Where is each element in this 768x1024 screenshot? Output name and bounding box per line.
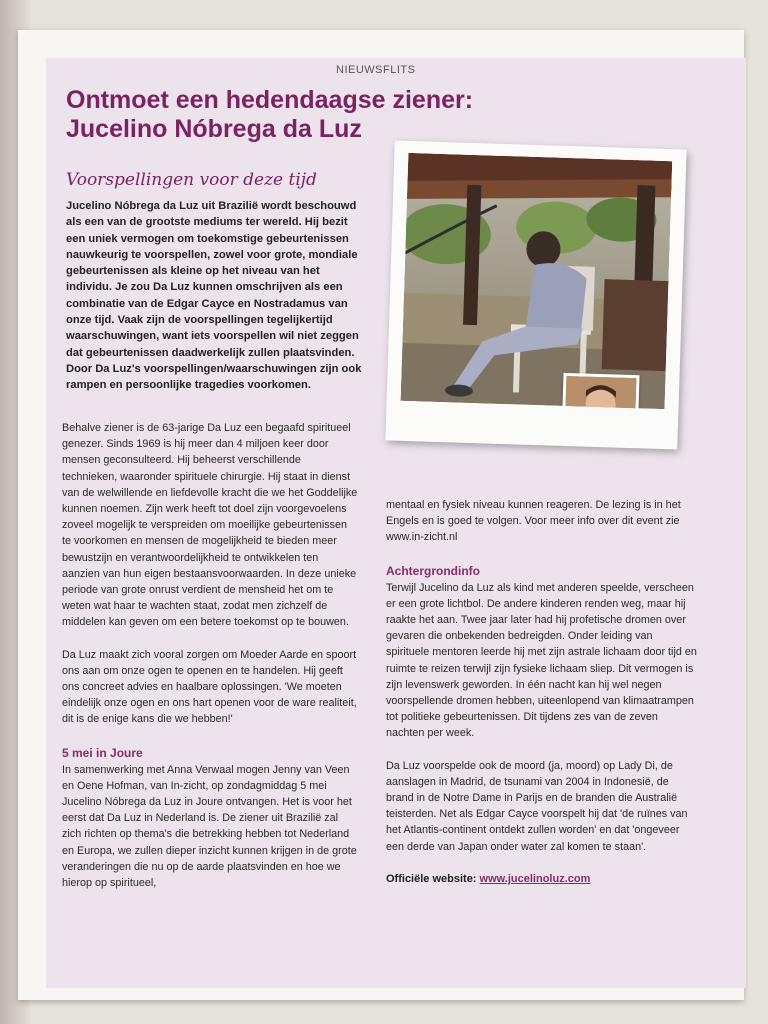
section-label: NIEUWSFLITS [336, 64, 416, 76]
article-headline [66, 86, 536, 144]
article-subtitle: Voorspellingen voor deze tijd [66, 170, 317, 190]
body-paragraph: Terwijl Jucelino da Luz als kind met anderen speelde, verscheen er een grote lichtbol. De andere kinderen renden weg, maar hij raakte het aan. Twee jaar later had hij profetische dromen over gevaren die onbekenden bedreigden. Onder leiding van spirituele mentoren leerde hij met zijn astrale lichaam door tijd en ruimte te reizen terwijl zijn fysieke lichaam sliep. Dit vermogen is zijn levenswerk geworden. In één nacht kan hij wel negen voorspellende dromen hebben, uiteenlopend van klimaatrampen tot politieke gebeurtenissen. Dit tijdens zes van de zeven nachten per week. [386, 581, 697, 740]
subheading-joure: 5 mei in Joure [62, 745, 143, 760]
official-website-line [386, 871, 698, 887]
website-label: Officiële website: [386, 872, 477, 885]
subheading-background: Achtergrondinfo [386, 563, 480, 578]
left-column [62, 420, 358, 907]
body-paragraph: Behalve ziener is de 63-jarige Da Luz een begaafd spiritueel genezer. Sinds 1969 is hij meer dan 4 miljoen keer door mensen geconsulteerd. Hij beheerst verschillende technieken, waaronder spirituele chirurgie. Hij staat in dienst van de welwillende en liefdevolle kracht die we het Goddelijke kunnen noemen. Zijn werk heeft tot doel zijn voorgevoelens zoveel mogelijk te verspreiden om moeilijke gebeurtenissen te voorkomen en mensen de mogelijkheid te bieden meer bewustzijn en verantwoordelijkheid te ontwikkelen ten aanzien van hun eigen bestaansvoorwaarden. In deze unieke periode van grote onrust verdient de mensheid het om te weten wat haar te wachten staat, zodat men zichzelf de middelen kan geven om een betere toekomst op te bouwen. [62, 422, 358, 629]
intro-paragraph: Jucelino Nóbrega da Luz uit Brazilië wordt beschouwd als een van de grootste mediums ter wereld. Hij bezit een uniek vermogen om toekomstige gebeurtenissen nauwkeurig te voorspellen, zowel voor grote, mondiale gebeurtenissen als kleine op het niveau van het individu. Je zou Da Luz kunnen omschrijven als een combinatie van de Edgar Cayce en Nostradamus van onze tijd. Vaak zijn de voorspellingen tegelijkertijd waarschuwingen, want iets voorspellen wil niet zeggen dat gebeurtenissen daadwerkelijk zullen plaatsvinden. Door Da Luz's voorspellingen/waarschuwingen zijn ook rampen en persoonlijke tragedies voorkomen. [66, 200, 362, 392]
portrait-inset-photo [561, 373, 640, 409]
body-paragraph: Da Luz maakt zich vooral zorgen om Moeder Aarde en spoort ons aan om onze ogen te openen en te handelen. Hij geeft ons concreet advies en haalbare oplossingen. 'We moeten eindelijk onze ogen en ons hart openen voor de ware realiteit, dit is de enige kans die we hebben!' [62, 648, 357, 726]
headline-line-1: Ontmoet een hedendaagse ziener: [66, 86, 474, 114]
body-paragraph: In samenwerking met Anna Verwaal mogen Jenny van Veen en Oene Hofman, van In-zicht, op zondagmiddag 5 mei Jucelino Nóbrega da Luz in Joure ontvangen. Het is voor het eerst dat Da Luz in Nederland is. De ziener uit Brazilië zal zich richten op thema's die betrekking hebben tot Nederland en Europa, we zullen dieper inzicht kunnen krijgen in de grote veranderingen die nu op de aarde plaatsvinden en hoe we hierop op spiritueel, [62, 763, 357, 890]
polaroid-photo-frame [385, 140, 686, 449]
website-link[interactable]: www.jucelinoluz.com [479, 872, 591, 885]
body-paragraph: mentaal en fysiek niveau kunnen reageren. De lezing is in het Engels en is goed te volgen. Voor meer info over dit event zie www.in-zicht.nl [386, 499, 681, 544]
photo-seated-man-under-thatched-roof [401, 153, 673, 409]
headline-line-2: Jucelino Nóbrega da Luz [66, 115, 362, 143]
body-paragraph: Da Luz voorspelde ook de moord (ja, moord) op Lady Di, de aanslagen in Madrid, de tsunami van 2004 in Indonesië, de brand in de Notre Dame in Parijs en de branden die Australië teisterden. Net als Edgar Cayce voorspelt hij dat 'de ruïnes van het Atlantis-continent ontdekt zullen worden' en dat 'ongeveer een derde van Japan onder water zal komen te staan'. [386, 759, 688, 853]
right-column [386, 497, 698, 887]
